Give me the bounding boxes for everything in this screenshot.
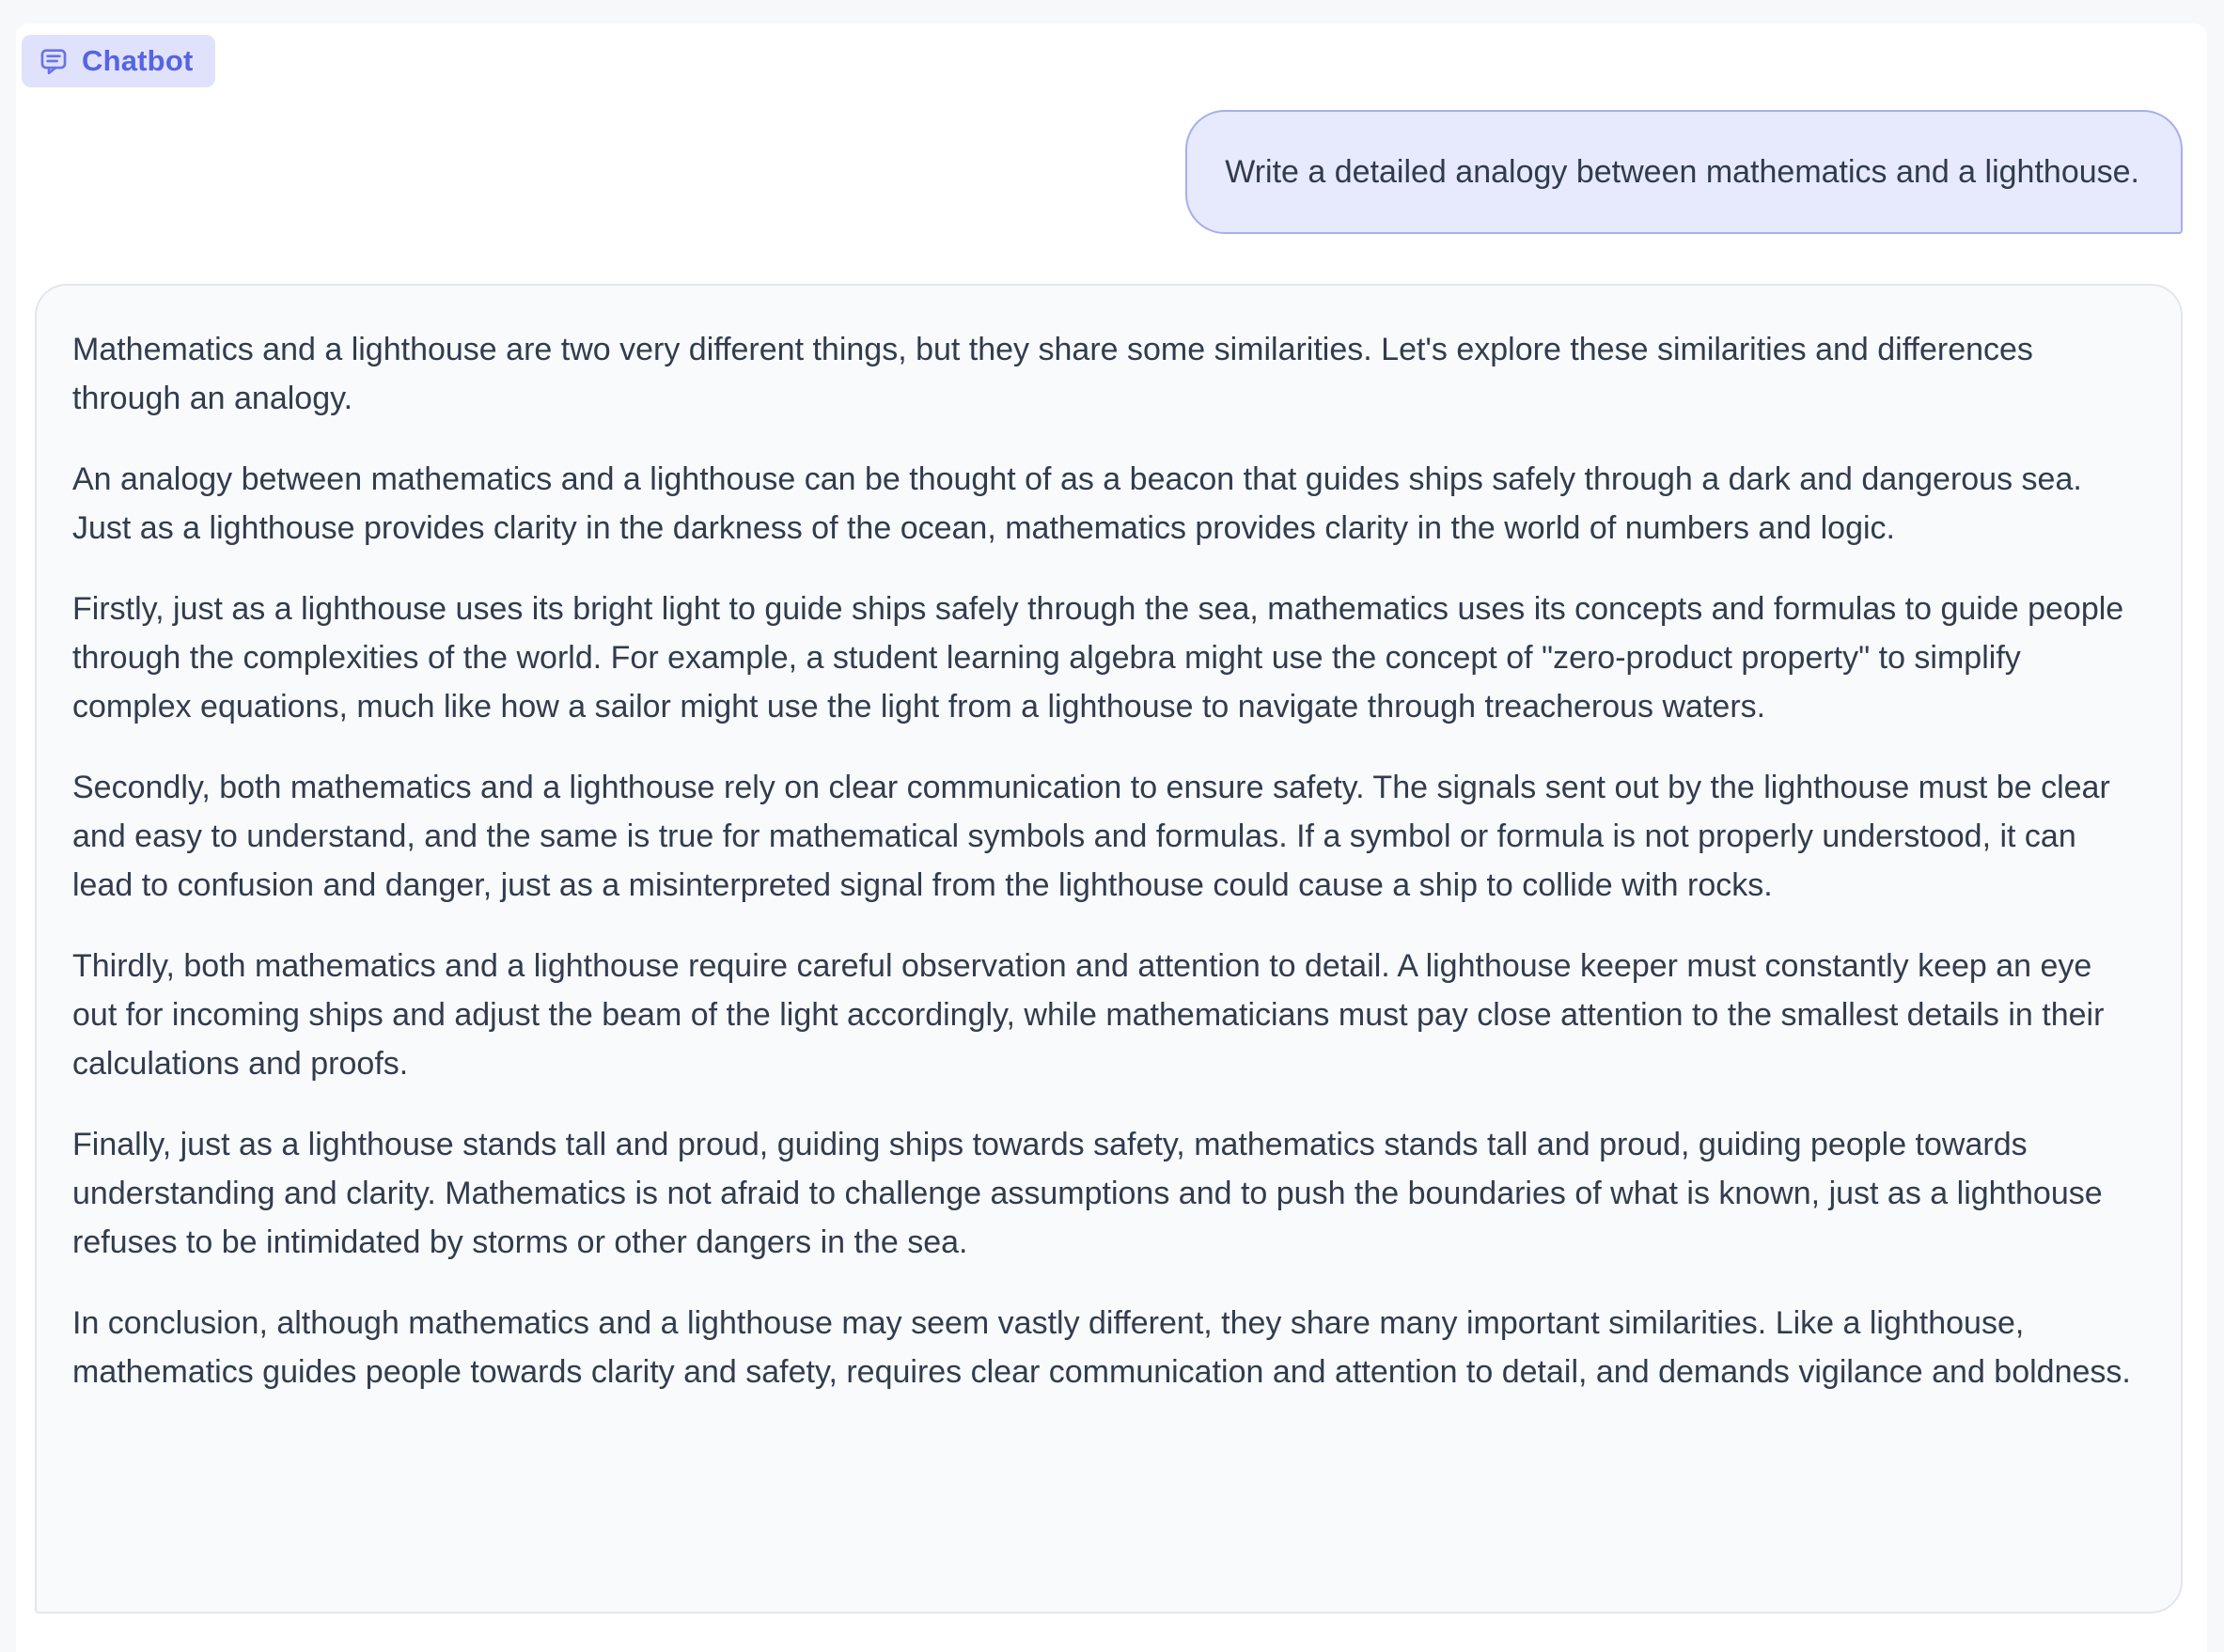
user-message-text: Write a detailed analogy between mathematics and a lighthouse. bbox=[1225, 154, 2139, 190]
bot-message-bubble bbox=[35, 284, 2183, 1613]
bot-paragraph: In conclusion, although mathematics and a lighthouse may seem vastly different, they share many important similarities. Like a lighthouse, mathematics guides people towards clarity and safety, requires clear communication and attention to detail, and demands vigilance and boldness. bbox=[72, 1305, 2131, 1390]
bot-paragraph: Finally, just as a lighthouse stands tall and proud, guiding ships towards safety, mathematics stands tall and proud, guiding people towards understanding and clarity. Mathematics is not afraid to challenge assumptions and to push the boundaries of what is known, just as a lighthouse refuses to be intimidated by storms or other dangers in the sea. bbox=[72, 1127, 2103, 1260]
chatbot-label-text: Chatbot bbox=[82, 44, 194, 77]
bot-paragraph: An analogy between mathematics and a lighthouse can be thought of as a beacon that guides ships safely through a dark and dangerous sea. Just as a lighthouse provides clarity in the darkness of the ocean, mathematics provides clarity in the world of numbers and logic. bbox=[72, 461, 2082, 546]
chat-bubble-icon bbox=[38, 45, 70, 77]
bot-paragraph: Firstly, just as a lighthouse uses its bright light to guide ships safely through the sea, mathematics uses its concepts and formulas to guide people through the complexities of the world. For example, a student learning algebra might use the concept of "zero-product property" to simplify complex equations, much like how a sailor might use the light from a lighthouse to navigate through treacherous waters. bbox=[72, 591, 2124, 725]
bot-paragraph: Mathematics and a lighthouse are two very different things, but they share some similarities. Let's explore these similarities and differences through an analogy. bbox=[72, 332, 2033, 416]
bot-paragraph: Secondly, both mathematics and a lighthouse rely on clear communication to ensure safety. The signals sent out by the lighthouse must be clear and easy to understand, and the same is true for mathematical symbols and formulas. If a symbol or formula is not properly understood, it can lead to confusion and danger, just as a misinterpreted signal from the lighthouse could cause a ship to collide with rocks. bbox=[72, 770, 2110, 903]
bot-paragraph: Thirdly, both mathematics and a lighthouse require careful observation and attention to detail. A lighthouse keeper must constantly keep an eye out for incoming ships and adjust the beam of the light accordingly, while mathematicians must pay close attention to the smallest details in their calculations and proofs. bbox=[72, 948, 2105, 1082]
chatbot-panel bbox=[16, 23, 2207, 1652]
user-message-bubble bbox=[1185, 110, 2183, 234]
chatbot-label bbox=[22, 35, 215, 87]
